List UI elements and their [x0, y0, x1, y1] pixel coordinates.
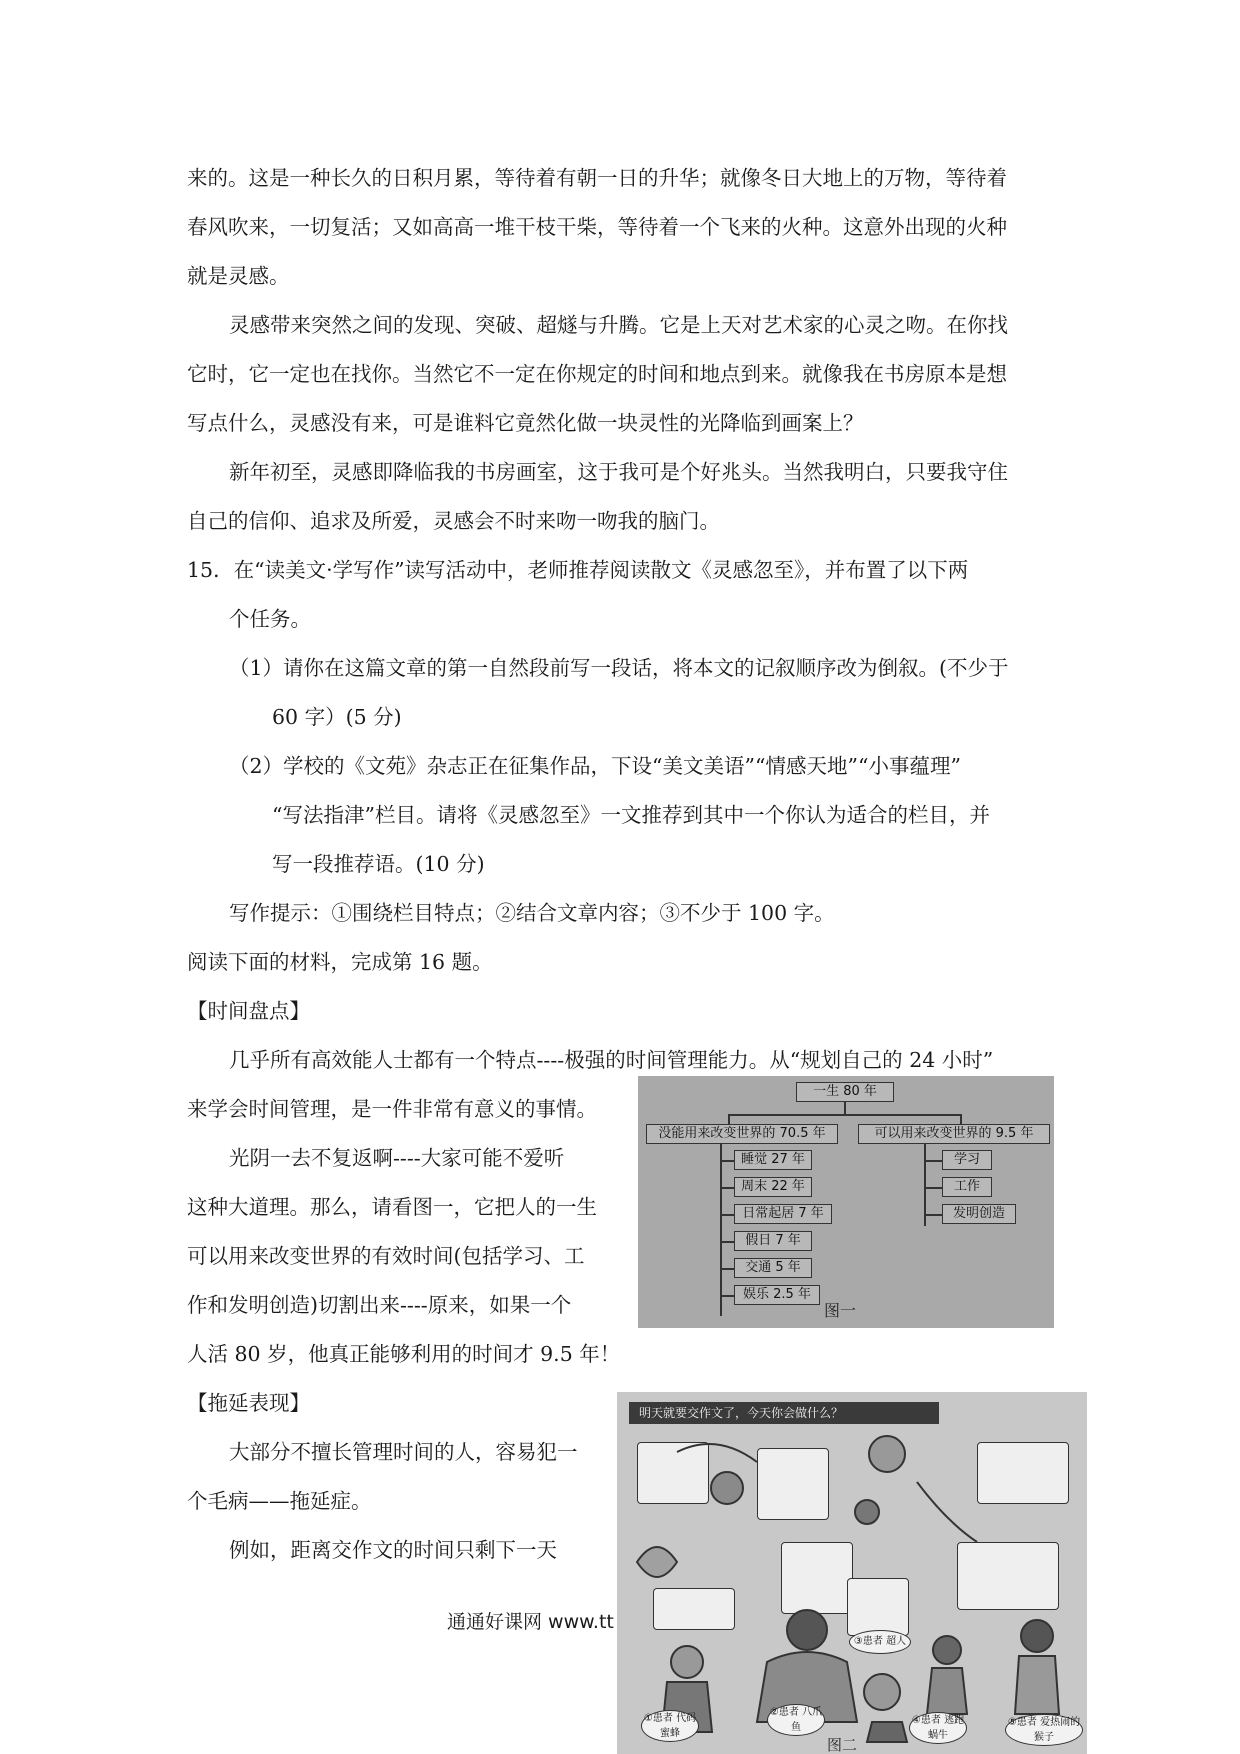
question-15-line-1: 15．在“读美文·学写作”读写活动中，老师推荐阅读散文《灵感忽至》，并布置了以下两: [187, 558, 969, 582]
sec1-line-5: 可以用来改变世界的有效时间(包括学习、工: [187, 1244, 585, 1268]
sec2-line-2: 个毛病——拖延症。: [187, 1489, 372, 1513]
fig1-left-item: 假日 7 年: [734, 1231, 812, 1251]
patient-tag: ③患者 超人: [849, 1630, 911, 1654]
patient-tag: ①患者 代码蜜蜂: [641, 1710, 699, 1742]
task-2-line-c: 写一段推荐语。(10 分): [272, 852, 485, 876]
fig1-left-item: 交通 5 年: [734, 1258, 812, 1278]
fig1-right-item: 工作: [942, 1177, 992, 1197]
fig1-right-item: 学习: [942, 1150, 992, 1170]
patient-tag: ②患者 八爪鱼: [767, 1704, 825, 1736]
sec1-line-1: 几乎所有高效能人士都有一个特点----极强的时间管理能力。从“规划自己的 24 小时”: [229, 1048, 994, 1072]
article-line-1: 来的。这是一种长久的日积月累，等待着有朝一日的升华；就像冬日大地上的万物，等待着: [187, 166, 1007, 190]
fig1-left-item: 日常起居 7 年: [734, 1204, 832, 1224]
task-2-line-b: “写法指津”栏目。请将《灵感忽至》一文推荐到其中一个你认为适合的栏目，并: [272, 803, 990, 827]
fig2-caption: 图二: [827, 1736, 858, 1754]
sec1-line-7: 人活 80 岁，他真正能够利用的时间才 9.5 年！: [187, 1342, 621, 1366]
figure-2-procrastination-comic: [617, 1392, 1087, 1754]
para2-line-1: 灵感带来突然之间的发现、突破、超燧与升腾。它是上天对艺术家的心灵之吻。在你找: [229, 313, 1008, 337]
para3-line-2: 自己的信仰、追求及所爱，灵感会不时来吻一吻我的脑门。: [187, 509, 720, 533]
fig1-left-item: 睡觉 27 年: [734, 1150, 812, 1170]
article-line-2: 春风吹来，一切复活；又如高高一堆干枝干柴，等待着一个飞来的火种。这意外出现的火种: [187, 215, 1007, 239]
page-footer: 通通好课网 www.tt: [447, 1611, 614, 1633]
fig1-left-item: 周末 22 年: [734, 1177, 812, 1197]
writing-hint: 写作提示：①围绕栏目特点；②结合文章内容；③不少于 100 字。: [229, 901, 835, 925]
section-title-time-review: 【时间盘点】: [187, 999, 310, 1023]
comic-figures-illustration: [617, 1392, 1087, 1754]
task-1-line-b: 60 字）(5 分): [272, 705, 402, 729]
para2-line-2: 它时，它一定也在找你。当然它不一定在你规定的时间和地点到来。就像我在书房原本是想: [187, 362, 1007, 386]
sec1-line-3: 光阴一去不复返啊----大家可能不爱听: [229, 1146, 565, 1170]
fig1-right-box: 可以用来改变世界的 9.5 年: [858, 1124, 1050, 1144]
question-16-intro: 阅读下面的材料，完成第 16 题。: [187, 950, 493, 974]
task-2-line-a: （2）学校的《文苑》杂志正在征集作品，下设“美文美语”“情感天地”“小事蕴理”: [229, 754, 961, 778]
patient-tag: ⑤患者 爱热闹的猴子: [1005, 1714, 1083, 1746]
question-15-line-2: 个任务。: [229, 607, 311, 631]
fig1-top-box: 一生 80 年: [796, 1082, 894, 1102]
fig2-banner: 明天就要交作文了，今天你会做什么？: [629, 1402, 939, 1424]
sec2-line-3: 例如，距离交作文的时间只剩下一天: [229, 1538, 557, 1562]
figure-1-time-chart: [638, 1076, 1054, 1328]
task-1-line-a: （1）请你在这篇文章的第一自然段前写一段话，将本文的记叙顺序改为倒叙。(不少于: [229, 656, 1009, 680]
fig1-left-box: 没能用来改变世界的 70.5 年: [646, 1124, 838, 1144]
fig1-left-item: 娱乐 2.5 年: [734, 1285, 820, 1305]
fig1-caption: 图一: [824, 1301, 857, 1320]
article-line-3: 就是灵感。: [187, 264, 290, 288]
section-title-procrastination: 【拖延表现】: [187, 1391, 310, 1415]
sec1-line-6: 作和发明创造)切割出来----原来，如果一个: [187, 1293, 572, 1317]
sec2-line-1: 大部分不擅长管理时间的人，容易犯一: [229, 1440, 578, 1464]
fig1-right-item: 发明创造: [942, 1204, 1016, 1224]
para2-line-3: 写点什么，灵感没有来，可是谁料它竟然化做一块灵性的光降临到画案上？: [187, 411, 864, 435]
patient-tag: ④患者 逃跑蜗牛: [909, 1712, 967, 1744]
sec1-line-2: 来学会时间管理，是一件非常有意义的事情。: [187, 1097, 597, 1121]
sec1-line-4: 这种大道理。那么，请看图一，它把人的一生: [187, 1195, 597, 1219]
para3-line-1: 新年初至，灵感即降临我的书房画室，这于我可是个好兆头。当然我明白，只要我守住: [229, 460, 1008, 484]
